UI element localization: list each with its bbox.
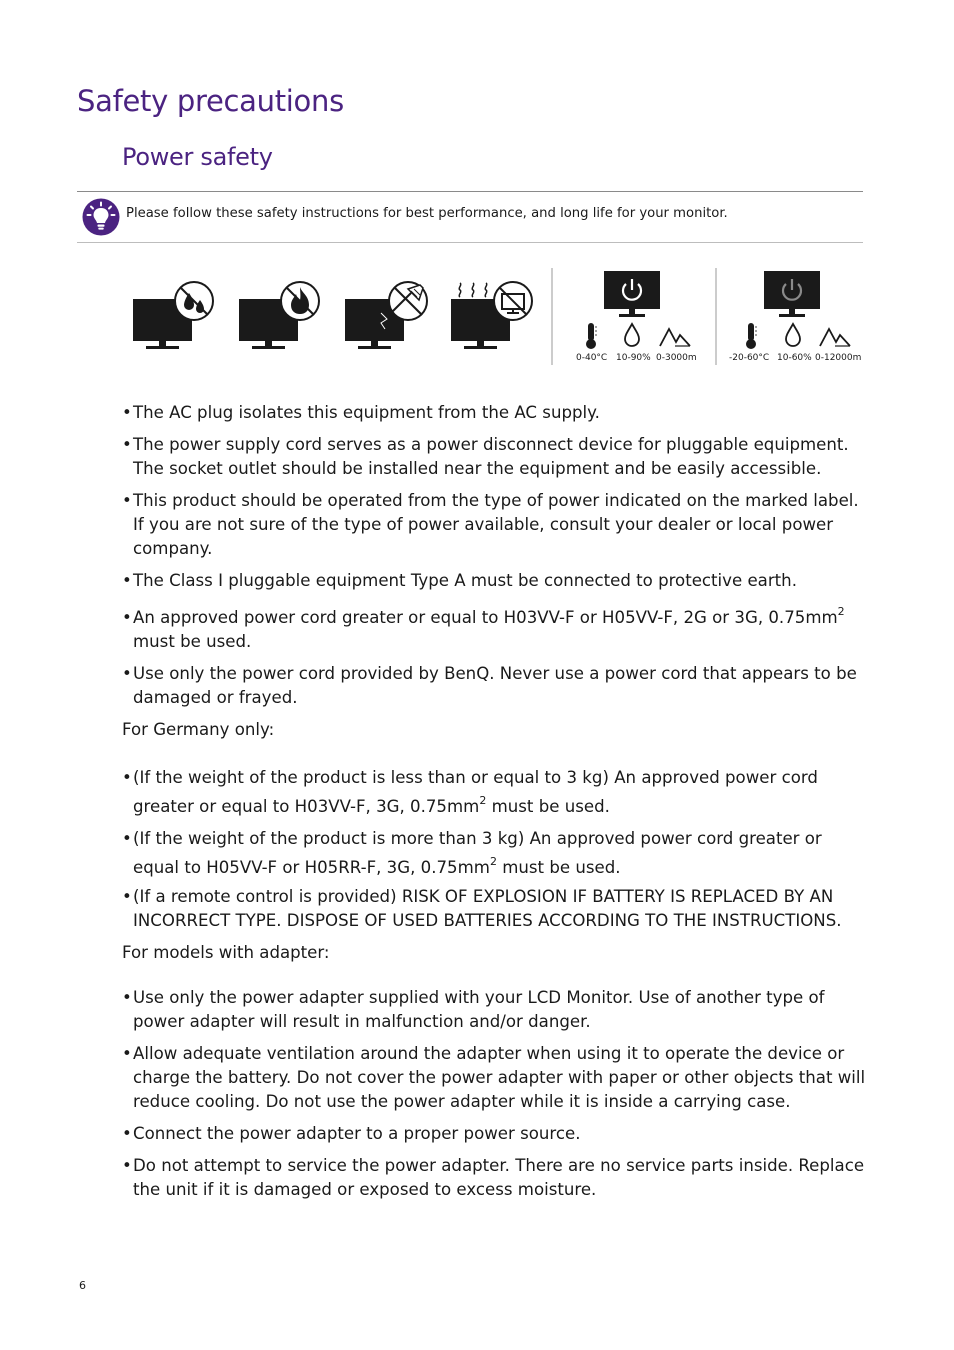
list-item: • An approved power cord greater or equal to H03VV-F or H05VV-F, 2G or 3G, $0.75mm^2$ must be used.: [122, 605, 845, 651]
storage-altitude: 0-12000m: [815, 353, 862, 363]
list-item: • This product should be operated from the type of power indicated on the marked label. If you are not sure of the type of power available, consult your dealer or local power company.: [122, 491, 859, 558]
no-water-monitor-icon: [133, 281, 215, 351]
humidity-icon: [623, 322, 641, 348]
thermometer-icon: [584, 322, 598, 350]
note-box: [77, 191, 863, 243]
list-item: • Connect the power adapter to a proper power source.: [122, 1124, 581, 1143]
no-fire-monitor-icon: [239, 281, 321, 351]
thermometer-icon: [744, 322, 758, 350]
list-item: • Use only the power adapter supplied with your LCD Monitor. Use of another type of power adapter will result in malfunction and/or danger.: [122, 988, 825, 1031]
list-item: • The AC plug isolates this equipment from the AC supply.: [122, 403, 600, 422]
list-item: • Do not attempt to service the power adapter. There are no service parts inside. Replace the unit if it is damaged or exposed to excess moisture.: [122, 1156, 865, 1199]
humidity-icon: [784, 322, 802, 348]
power-off-monitor-icon: [764, 271, 822, 318]
operating-temperature: 0-40°C: [576, 353, 608, 363]
list-item: • Use only the power cord provided by BenQ. Never use a power cord that appears to be damaged or frayed.: [122, 664, 857, 707]
lightbulb-icon: [82, 198, 120, 236]
altitude-icon: [819, 326, 851, 348]
list-item: • (If the weight of the product is less than or equal to 3 kg) An approved power cord greater or equal to H03VV-F, 3G, $0.75mm^2$ must be used.: [122, 768, 818, 816]
list-item: • Allow adequate ventilation around the adapter when using it to operate the device or charge the battery. Do not cover the power adapter with paper or other objects that will reduce cooling. Do not use the power adapter while it is inside a carrying case.: [122, 1044, 866, 1111]
divider: [715, 268, 717, 365]
safety-list: [122, 401, 867, 1210]
storage-humidity: 10-60%: [777, 353, 812, 363]
no-tools-monitor-icon: [345, 281, 429, 351]
list-item: • (If the weight of the product is more than 3 kg) An approved power cord greater or equal to H05VV-F or H05RR-F, 3G, $0.75mm^2$ must be used.: [122, 829, 822, 877]
operating-altitude: 0-3000m: [656, 353, 697, 363]
germany-heading: For Germany only:: [122, 720, 275, 739]
operating-humidity: 10-90%: [616, 353, 651, 363]
list-item: • The power supply cord serves as a power disconnect device for pluggable equipment. The socket outlet should be installed near the equipment and be easily accessible.: [122, 435, 849, 478]
page-title: Safety precautions: [77, 84, 344, 118]
list-item: • (If a remote control is provided) RISK OF EXPLOSION IF BATTERY IS REPLACED BY AN INCORRECT TYPE. DISPOSE OF USED BATTERIES ACCORDING TO THE INSTRUCTIONS.: [122, 887, 842, 930]
section-title: Power safety: [122, 143, 273, 171]
no-heat-monitor-icon: [451, 281, 535, 351]
adapter-heading: For models with adapter:: [122, 943, 330, 962]
safety-icons: [0, 0, 954, 380]
note-text: Please follow these safety instructions for best performance, and long life for your monitor.: [126, 206, 728, 221]
page-number: 6: [79, 1279, 86, 1292]
list-item: • The Class I pluggable equipment Type A must be connected to protective earth.: [122, 571, 797, 590]
divider: [551, 268, 553, 365]
power-on-monitor-icon: [604, 271, 662, 318]
altitude-icon: [659, 326, 691, 348]
storage-temperature: -20-60°C: [729, 353, 770, 363]
